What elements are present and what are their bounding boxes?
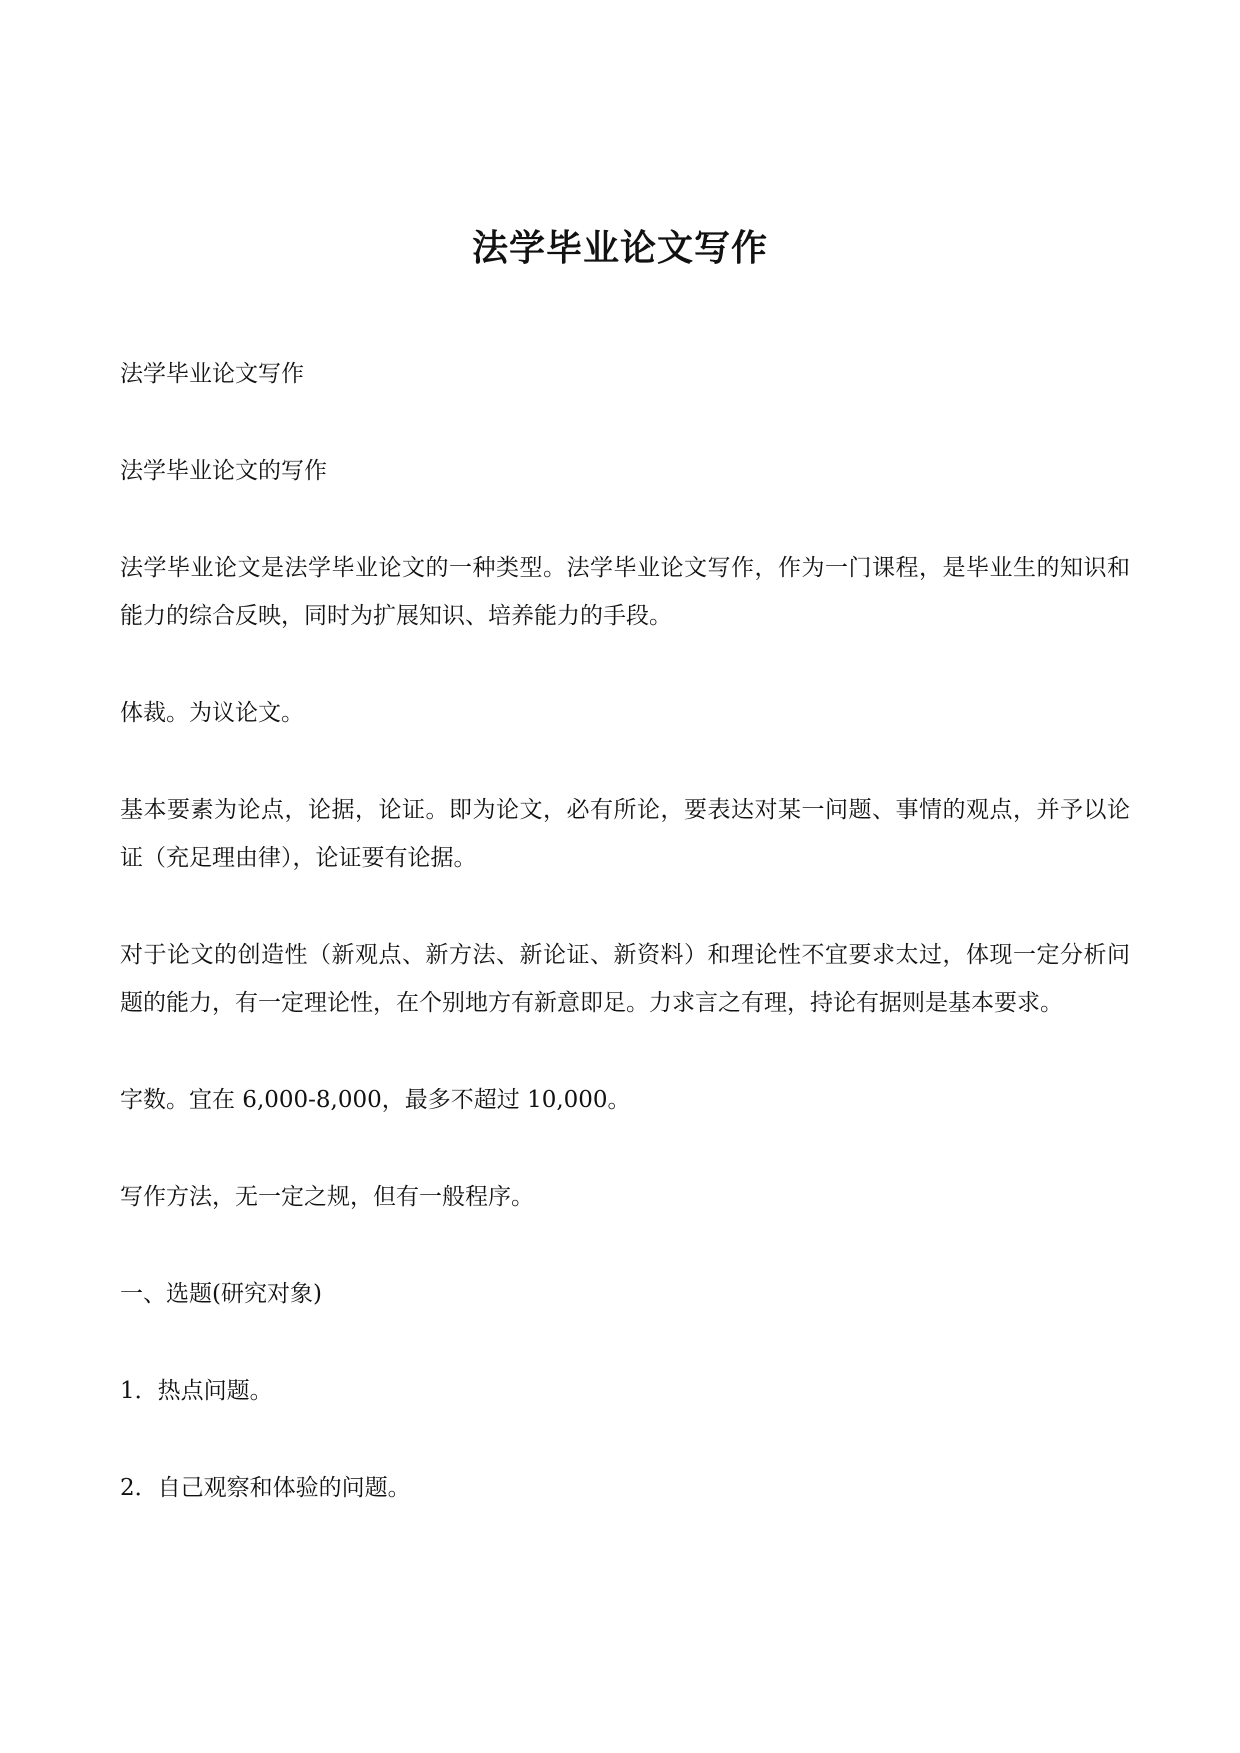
paragraph-heading: 法学毕业论文的写作 bbox=[120, 458, 327, 484]
list-item: 2．自己观察和体验的问题。 bbox=[120, 1475, 411, 1501]
paragraph-subtitle: 法学毕业论文写作 bbox=[120, 361, 304, 387]
paragraph-word-count: 字数。宜在 6,000-8,000，最多不超过 10,000。 bbox=[120, 1087, 631, 1113]
paragraph-creativity: 对于论文的创造性（新观点、新方法、新论证、新资料）和理论性不宜要求太过，体现一定分析问题的能力，有一定理论性，在个别地方有新意即足。力求言之有理，持论有据则是基本要求。 bbox=[120, 942, 1130, 1016]
paragraph-elements: 基本要素为论点，论据，论证。即为论文，必有所论，要表达对某一问题、事情的观点，并予以论证（充足理由律），论证要有论据。 bbox=[120, 797, 1130, 871]
list-item: 1．热点问题。 bbox=[120, 1378, 273, 1404]
paragraph-method: 写作方法，无一定之规，但有一般程序。 bbox=[120, 1184, 534, 1210]
document-body bbox=[120, 350, 1130, 1512]
section-heading-topic-selection: 一、选题(研究对象) bbox=[120, 1281, 322, 1307]
document-title: 法学毕业论文写作 bbox=[471, 227, 768, 269]
paragraph-intro: 法学毕业论文是法学毕业论文的一种类型。法学毕业论文写作，作为一门课程，是毕业生的知识和能力的综合反映，同时为扩展知识、培养能力的手段。 bbox=[120, 555, 1130, 629]
paragraph-genre: 体裁。为议论文。 bbox=[120, 700, 304, 726]
